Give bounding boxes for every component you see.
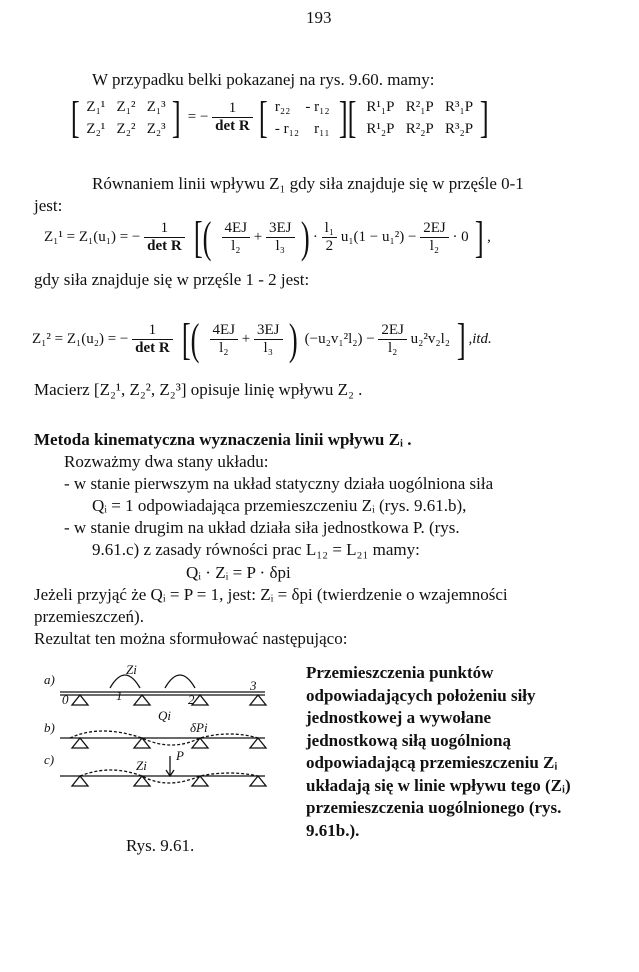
- eq2-lhs: Z₁² = Z₁(u₂) = −: [32, 330, 129, 347]
- para-line: 9.61.c) z zasady równości prac L₁₂ = L₂₁ mamy:: [92, 540, 420, 559]
- mid-cell: r₂₂: [274, 98, 291, 115]
- lhs-cell: Z₁³: [146, 98, 166, 115]
- eq2-term-3EJ: $\frac{3EJ}{\text{l₃}}$: [254, 322, 283, 357]
- para2-line: Rezultat ten można sformułować następująco:: [34, 629, 348, 648]
- beam-figure: [40, 660, 290, 800]
- dpi-label: δPi: [190, 720, 208, 735]
- rhs-cell: R³₁P: [445, 98, 474, 115]
- eq1-fraction-detR: $\frac{1}{\text{det R}}$: [144, 220, 185, 255]
- para-line: - w stanie pierwszym na układ statyczny działa uogólniona siła: [64, 474, 494, 493]
- lhs-cell: Z₁²: [116, 98, 136, 115]
- section-heading: Metoda kinematyczna wyznaczenia linii wpływu Zᵢ .: [34, 430, 412, 449]
- node-2: 2: [188, 692, 195, 707]
- eq2-plus: +: [241, 330, 251, 347]
- qi-label: Qi: [158, 708, 171, 723]
- figure-caption: Rys. 9.61.: [126, 836, 195, 855]
- equation-1: Z₁¹ = Z₁(u₁) = − $\frac{1}{\text{det R}}$ [( $\frac{4EJ}{\text{l₂}}$ + $\frac{3EJ}{\text{l₃}}$ ) · $\frac{\text{l₁}}{2}$ u₁(1 − u₁²) − $\frac{2EJ}{\text{l₂}}$ · 0 ] ,: [44, 213, 491, 262]
- eq1-plus: +: [253, 228, 263, 245]
- rhs-cell: R³₂P: [445, 120, 474, 137]
- rhs-cell: R²₂P: [405, 120, 434, 137]
- zi2-label: Zi: [136, 758, 147, 773]
- span12-text: gdy siła znajduje się w przęśle 1 - 2 jest:: [34, 270, 310, 289]
- eq1-term-4EJ: $\frac{4EJ}{\text{l₂}}$: [222, 220, 251, 255]
- lhs-cell: Z₂¹: [86, 120, 106, 137]
- bold-statement: Przemieszczenia punktów odpowiadających położeniu siły jednostkowej a wywołane jednostkową siłą uogólnioną odpowiadającą przemieszczeniu Zᵢ układają się w linie wpływu tego (Zᵢ) przemieszczenia uogólnionego (rys. 9.61b.).: [306, 663, 571, 840]
- rhs-cell: R¹₂P: [366, 120, 395, 137]
- eq1-term-3EJ: $\frac{3EJ}{\text{l₃}}$: [266, 220, 295, 255]
- eq2-tail: u₂²v₂l₂: [410, 330, 451, 347]
- eq1-term-l1: $\frac{\text{l₁}}{2}$: [322, 220, 337, 255]
- para2-line: przemieszczeń).: [34, 607, 144, 626]
- equation-2: Z₁² = Z₁(u₂) = − $\frac{1}{\text{det R}}$ [( $\frac{4EJ}{\text{l₂}}$ + $\frac{3EJ}{\text{l₃}}$ ) (−u₂v₁²l₂) − $\frac{2EJ}{\text{l₂}}$ u₂²v₂l₂ ] ,itd.: [32, 315, 492, 364]
- jest-text: jest:: [34, 196, 63, 215]
- eq2-itd: ,itd.: [468, 330, 492, 347]
- matrix-equation: [ Z₁¹ Z₁² Z₁³ Z₂¹ Z₂² Z₂³ ] = − $\frac{1}{\text{det R}}$ [ r₂₂ - r₁₂ - r₁₂ r₁₁ ][ R¹₁P R²₁P R³₁P R¹₂P R²₂P R³₂P ]: [70, 93, 489, 142]
- eq1-tail: · 0: [452, 228, 469, 245]
- page-number: 193: [306, 8, 332, 27]
- influence-text: Równaniem linii wpływu Z₁ gdy siła znajduje się w przęśle 0-1: [92, 174, 524, 193]
- label-b: b): [44, 720, 55, 735]
- label-c: c): [44, 752, 55, 767]
- eq2-term-2EJ: $\frac{2EJ}{\text{l₂}}$: [378, 322, 407, 357]
- p-label: P: [176, 748, 184, 763]
- equals-minus: = −: [187, 108, 209, 125]
- fraction-detR: $\frac{1}{\text{det R}}$: [212, 100, 253, 135]
- label-a: a): [44, 672, 55, 687]
- para-line: - w stanie drugim na układ działa siła jednostkowa P. (rys.: [64, 518, 460, 537]
- eq2-term-4EJ: $\frac{4EJ}{\text{l₂}}$: [210, 322, 239, 357]
- para-line: Rozważmy dwa stany układu:: [64, 452, 269, 471]
- intro-text: W przypadku belki pokazanej na rys. 9.60. mamy:: [92, 70, 435, 89]
- lhs-cell: Z₂²: [116, 120, 136, 137]
- lhs-cell: Z₂³: [146, 120, 166, 137]
- eq2-mid: (−u₂v₁²l₂) −: [304, 330, 375, 347]
- zi-label: Zi: [126, 662, 137, 677]
- matrix-desc-text: Macierz [Z₂¹, Z₂², Z₂³] opisuje linię wpływu Z₂ .: [34, 380, 363, 399]
- para-line: Qᵢ · Zᵢ = P · δpi: [186, 563, 291, 582]
- node-1: 1: [116, 688, 123, 703]
- para-line: Qᵢ = 1 odpowiadająca przemieszczeniu Zᵢ (rys. 9.61.b),: [92, 496, 467, 515]
- node-3: 3: [250, 678, 257, 693]
- mid-cell: - r₁₂: [274, 120, 300, 137]
- rhs-cell: R¹₁P: [366, 98, 395, 115]
- mid-cell: r₁₁: [314, 120, 330, 137]
- node-0: 0: [62, 692, 69, 707]
- eq1-term-2EJ: $\frac{2EJ}{\text{l₂}}$: [420, 220, 449, 255]
- mid-cell: - r₁₂: [305, 98, 330, 115]
- eq1-mid: u₁(1 − u₁²) −: [340, 228, 417, 245]
- rhs-cell: R²₁P: [405, 98, 434, 115]
- eq1-lhs: Z₁¹ = Z₁(u₁) = −: [44, 228, 141, 245]
- eq2-fraction-detR: $\frac{1}{\text{det R}}$: [132, 322, 173, 357]
- lhs-cell: Z₁¹: [86, 98, 106, 115]
- para2-line: Jeżeli przyjąć że Qᵢ = P = 1, jest: Zᵢ = δpi (twierdzenie o wzajemności: [34, 585, 508, 604]
